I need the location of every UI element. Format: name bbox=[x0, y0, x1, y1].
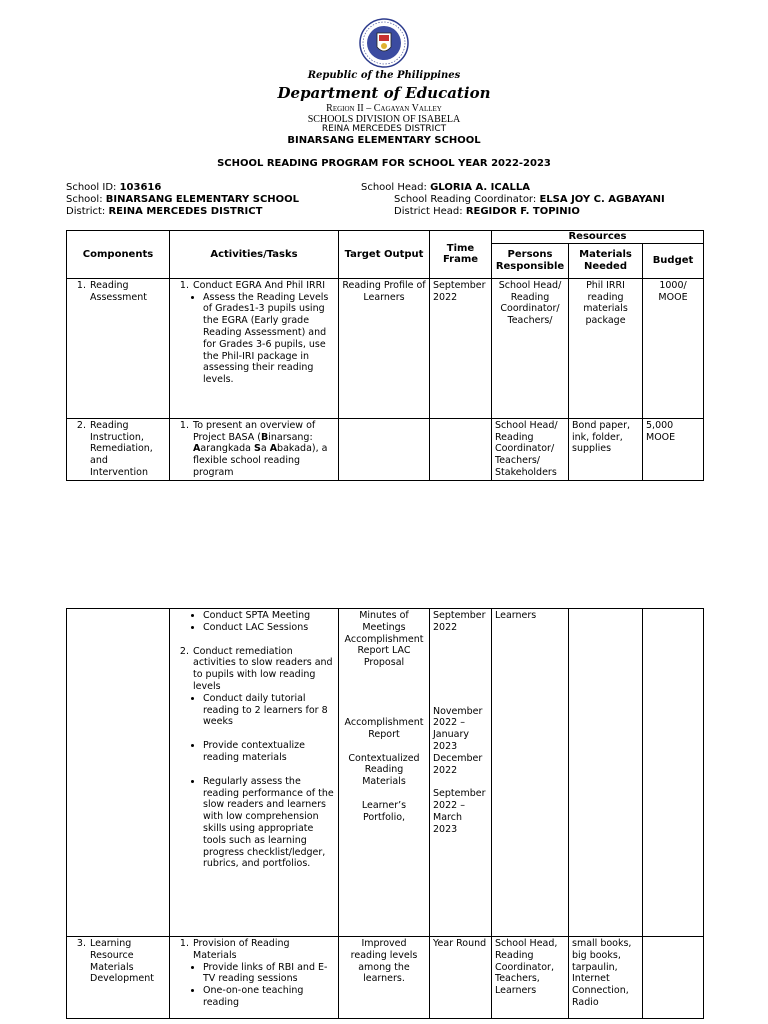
row-number: 3. bbox=[76, 938, 86, 949]
persons-responsible: Learners bbox=[492, 609, 569, 937]
district-line bbox=[66, 206, 262, 217]
target-output: Learner’s Portfolio, bbox=[361, 799, 407, 823]
school-heading: BINARSANG ELEMENTARY SCHOOL bbox=[287, 135, 481, 146]
activity-bullet: • Conduct LAC Sessions bbox=[203, 622, 335, 634]
activity-number: 1. bbox=[179, 938, 189, 949]
reading-program-table bbox=[66, 230, 704, 481]
target-output-cell bbox=[339, 609, 430, 937]
school-head-label: School Head: bbox=[361, 182, 427, 193]
target-output: Minutes of Meetings Accomplishment Report LAC Proposal bbox=[344, 610, 424, 669]
row-number: 1. bbox=[76, 279, 86, 291]
target-output: Accomplishment Report bbox=[344, 716, 424, 740]
school-line bbox=[66, 194, 299, 205]
persons-responsible: School Head/ Reading Coordinator/ Teachers/ Stakeholders bbox=[492, 418, 569, 480]
district-label: District: bbox=[66, 206, 106, 217]
component-cell bbox=[67, 278, 170, 418]
budget: 1000/ MOOE bbox=[643, 278, 704, 418]
target-output: Reading Profile of Learners bbox=[339, 278, 430, 418]
header-resources: Resources bbox=[492, 231, 704, 244]
district-head-value: REGIDOR F. TOPINIO bbox=[465, 206, 580, 217]
district-value: REINA MERCEDES DISTRICT bbox=[108, 206, 263, 217]
activity-bullet: • Conduct daily tutorial reading to 2 learners for 8 weeks bbox=[203, 693, 335, 728]
component-name: Learning Resource Materials Development bbox=[90, 938, 154, 985]
coordinator-line bbox=[394, 194, 665, 205]
activity-number: 2. bbox=[179, 645, 189, 657]
program-title: SCHOOL READING PROGRAM FOR SCHOOL YEAR 2022-2023 bbox=[217, 158, 551, 169]
coordinator-label: School Reading Coordinator: bbox=[394, 194, 537, 205]
component-cell bbox=[67, 937, 170, 1019]
department-heading: Department of Education bbox=[277, 84, 491, 102]
activity-number: 1. bbox=[179, 279, 189, 291]
activity-bullet: • Provide links of RBI and E-TV reading sessions bbox=[203, 962, 335, 986]
component-name: Reading Assessment bbox=[90, 279, 147, 303]
coordinator-value: ELSA JOY C. AGBAYANI bbox=[539, 194, 665, 205]
activity-bullet: • One-on-one teaching reading bbox=[203, 985, 335, 1009]
school-id-line bbox=[66, 182, 161, 193]
activity-text: Provision of Reading Materials bbox=[193, 938, 290, 961]
time-frame: Year Round bbox=[430, 937, 492, 1019]
activity-text: Conduct remediation activities to slow readers and to pupils with low reading levels bbox=[193, 645, 333, 692]
school-head-line bbox=[361, 182, 530, 193]
header-activities: Activities/Tasks bbox=[170, 231, 339, 279]
persons-responsible: School Head, Reading Coordinator, Teachers, Learners bbox=[492, 937, 569, 1019]
table-row bbox=[67, 937, 704, 1019]
header-components: Components bbox=[67, 231, 170, 279]
region-heading: Region II – Cagayan Valley bbox=[326, 103, 442, 114]
school-id-label: School ID: bbox=[66, 182, 117, 193]
materials-needed: Bond paper, ink, folder, supplies bbox=[569, 418, 643, 480]
time-frame: September 2022 bbox=[433, 610, 486, 633]
target-output bbox=[339, 418, 430, 480]
district-head-label: District Head: bbox=[394, 206, 463, 217]
time-frame-cell bbox=[430, 609, 492, 937]
header-time: Time Frame bbox=[430, 231, 492, 279]
materials-needed bbox=[569, 609, 643, 937]
budget: 5,000 MOOE bbox=[643, 418, 704, 480]
district-head-line bbox=[394, 206, 580, 217]
time-frame: November 2022 – January 2023 bbox=[433, 705, 483, 752]
component-name: Reading Instruction, Remediation, and Intervention bbox=[90, 419, 153, 478]
target-output: Improved reading levels among the learners. bbox=[339, 937, 430, 1019]
table-row bbox=[67, 609, 704, 937]
activity-cell bbox=[170, 609, 339, 937]
activity-text: Conduct EGRA And Phil IRRI bbox=[193, 279, 326, 291]
activity-cell bbox=[170, 418, 339, 480]
deped-seal-icon bbox=[359, 18, 409, 68]
component-cell bbox=[67, 609, 170, 937]
activity-number: 1. bbox=[179, 419, 189, 431]
activity-cell bbox=[170, 278, 339, 418]
time-frame: September 2022 bbox=[430, 278, 492, 418]
header-materials: Materials Needed bbox=[569, 243, 643, 278]
school-value: BINARSANG ELEMENTARY SCHOOL bbox=[105, 194, 300, 205]
republic-heading: Republic of the Philippines bbox=[307, 70, 461, 81]
school-head-value: GLORIA A. ICALLA bbox=[430, 182, 530, 193]
row-number: 2. bbox=[76, 419, 86, 431]
materials-needed: Phil IRRI reading materials package bbox=[569, 278, 643, 418]
budget bbox=[643, 937, 704, 1019]
school-id-value: 103616 bbox=[119, 182, 162, 193]
table-row bbox=[67, 278, 704, 418]
activity-bullet: • Assess the Reading Levels of Grades1-3 pupils using the EGRA (Early grade Reading Assessment) and for Grades 3-6 pupils, use the Phil-IRI package in assessing their reading levels. bbox=[203, 292, 335, 386]
header-persons: Persons Responsible bbox=[492, 243, 569, 278]
activity-text: To present an overview of Project BASA (Binarsang: Aarangkada Sa Abakada), a flexible school reading program bbox=[193, 419, 328, 478]
budget bbox=[643, 609, 704, 937]
school-label: School: bbox=[66, 194, 103, 205]
time-frame: September 2022 – March 2023 bbox=[433, 788, 486, 835]
materials-needed: small books, big books, tarpaulin, Internet Connection, Radio bbox=[569, 937, 643, 1019]
time-frame bbox=[430, 418, 492, 480]
table-row bbox=[67, 418, 704, 480]
header-target: Target Output bbox=[339, 231, 430, 279]
activity-bullet: • Provide contextualize reading materials bbox=[203, 740, 335, 764]
target-output: Contextualized Reading Materials bbox=[348, 752, 420, 788]
header-budget: Budget bbox=[643, 243, 704, 278]
component-cell bbox=[67, 418, 170, 480]
persons-responsible: School Head/ Reading Coordinator/ Teachers/ bbox=[492, 278, 569, 418]
reading-program-table-continued bbox=[66, 608, 704, 1019]
activity-cell bbox=[170, 937, 339, 1019]
division-heading: SCHOOLS DIVISION OF ISABELA bbox=[307, 114, 461, 125]
activity-bullet: • Regularly assess the reading performance of the slow readers and learners with low comprehension skills using appropriate tools such as learning progress checklist/ledger, rubrics, and portfolios. bbox=[203, 776, 335, 870]
time-frame: December 2022 bbox=[433, 752, 483, 776]
activity-bullet: • Conduct SPTA Meeting bbox=[203, 610, 335, 622]
district-heading: REINA MERCEDES DISTRICT bbox=[321, 124, 447, 134]
